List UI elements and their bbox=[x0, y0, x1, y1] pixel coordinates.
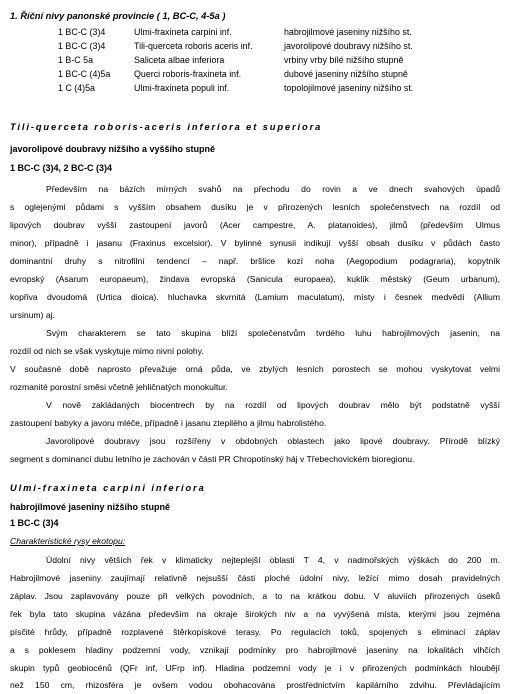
section3-subheading: habrojilmové jaseniny nižšího stupně bbox=[10, 502, 171, 512]
paragraph-line: Javorolipové doubravy jsou rozšířeny v obdobných oblastech jako lipové doubravy. Přírodě blízký bbox=[46, 436, 500, 446]
section3-code: 1 BC-C (3)4 bbox=[10, 518, 59, 528]
table-row bbox=[0, 83, 507, 96]
row-desc: javorolipové doubravy nižšího st. bbox=[284, 41, 413, 51]
paragraph-line: rozdíl od nich se však vyskytuje mimo nivní polohy. bbox=[10, 346, 204, 356]
paragraph-line: minor), případně i jasanu (Fraxinus excelsior). V bylinné synusii indikují vyšší obsah dusíku v půdách často bbox=[10, 238, 500, 248]
table-row bbox=[0, 41, 507, 54]
paragraph-line: Svým charakterem se tato skupina blíží společenstvům tvrdého luhu habrojilmových jasenin, na bbox=[46, 328, 500, 338]
paragraph-line: ursinum) aj. bbox=[10, 310, 55, 320]
row-code: 1 C (4)5a bbox=[58, 83, 95, 93]
paragraph-line: skupin typů geobiocénů (QFr inf, UFrp inf). Hladina podzemní vody je i v přirozených podmínkách hloubějí bbox=[10, 663, 500, 673]
paragraph-line: rozmanité porostní směsi včetně jehličnatých monokultur. bbox=[10, 382, 228, 392]
section3-subtitle: Charakteristické rysy ekotopu: bbox=[10, 536, 126, 546]
row-desc: vrbiny vrby bílé nižšího stupně bbox=[284, 55, 404, 65]
paragraph-line: segment s dominancí dubu letního je zachován v části PR Chropotínský háj v Třebechovickém bioregionu. bbox=[10, 454, 415, 464]
paragraph-line: V současné době naprosto převažuje orná půda, ve zbylých lesních porostech se mohou vyskytovat velmi bbox=[10, 364, 500, 374]
paragraph-line: a s poklesem hladiny podzemní vody, vznikají podmínky pro habrojilmové jaseniny na lokalitách vlhčích bbox=[10, 645, 500, 655]
paragraph-line: Habrojilmové jaseniny zaujímají relativně nejsušší části ploché údolní nivy, ležící mimo dosah pravidelných bbox=[10, 573, 500, 583]
row-code: 1 BC-C (3)4 bbox=[58, 27, 106, 37]
section2-subheading: javorolipové doubravy nižšího a vyššího stupně bbox=[10, 144, 216, 154]
table-row bbox=[0, 55, 507, 68]
paragraph-line: Údolní nivy větších řek v klimaticky nejteplejší oblasti T 4, v nadmořských výškách do 200 m. bbox=[46, 555, 500, 565]
paragraph-line: V nově zakládaných biocentrech by na rozdíl od lipových doubrav mělo být podstatně vyšší bbox=[46, 400, 500, 410]
table-row bbox=[0, 27, 507, 40]
paragraph-line: kopřiva dvoudomá (Urtica dioica). hluchavka skvrnitá (Lamium maculatum), místy i česnek medvědí (Allium bbox=[10, 292, 500, 302]
paragraph-line: lipových doubrav vyšší zastoupení javorů (Acer campestre, A. platanoides), jilmů (především Ulmus bbox=[10, 220, 500, 230]
row-code: 1 BC-C (3)4 bbox=[58, 41, 106, 51]
paragraph-line: záplav. Jsou zaplavovány pouze při velkých povodních, a to na krátkou dobu. V aluviích přirozených úseků bbox=[10, 591, 500, 601]
row-name: Querci roboris-fraxineta inf. bbox=[134, 69, 242, 79]
row-desc: topolojilmové jaseniny nižšího st. bbox=[284, 83, 414, 93]
row-desc: dubové jaseniny nižšího stupně bbox=[284, 69, 408, 79]
paragraph-line: zastoupení babyky a javoru mléče, případně i jasanu ztepilého a jilmu habrolistého. bbox=[10, 418, 327, 428]
paragraph-line: řek byla tato skupina vázána především na okraje širokých niv a na vyvýšená místa, kterými jsou zejména bbox=[10, 609, 500, 619]
paragraph-line: s oglejenými půdami s vyšším obsahem dusíku je v přirozených lesních společenstvech na rozdíl od bbox=[10, 202, 500, 212]
paragraph-line: Především na bázích mírných svahů na přechodu do rovin a ve dnech svahových úpadů bbox=[46, 184, 500, 194]
section1-title: 1. Říční nivy panonské provincie ( 1, BC-C, 4-5a ) bbox=[10, 11, 226, 21]
row-code: 1 BC-C (4)5a bbox=[58, 69, 111, 79]
paragraph-line: dominantní druhy s nitrofilní tendencí – např. bršlice kozí noha (Aegopodium podagraria), kopytník bbox=[10, 256, 500, 266]
row-name: Saliceta albae inferiora bbox=[134, 55, 225, 65]
row-name: Tili-querceta roboris aceris inf. bbox=[134, 41, 253, 51]
section2-code: 1 BC-C (3)4, 2 BC-C (3)4 bbox=[10, 163, 113, 173]
row-desc: habrojilmové jaseniny nižšího st. bbox=[284, 27, 412, 37]
row-name: Ulmi-fraxineta populi inf. bbox=[134, 83, 230, 93]
row-name: Ulmi-fraxineta carpini inf. bbox=[134, 27, 232, 37]
paragraph-line: evropský (Asarum europaeum), žindava evropská (Sanicula europaea), kuklík městský (Geum urbanum), bbox=[10, 274, 500, 284]
table-row bbox=[0, 69, 507, 82]
paragraph-line: písčité hrůdy, případně rozplavené štěrkopískové terasy. Po regulacích toků, spojených s eliminací záplav bbox=[10, 627, 500, 637]
section3-heading: Ulmi-fraxineta carpini inferiora bbox=[10, 483, 206, 493]
paragraph-line: než 150 cm, rhizosféra je ovšem vodou obohacována prostřednictvím kapilárního zdvihu. Převládajícím bbox=[10, 680, 500, 690]
row-code: 1 B-C 5a bbox=[58, 55, 94, 65]
section2-heading: Tili-querceta roboris-aceris inferiora et superiora bbox=[10, 122, 323, 132]
